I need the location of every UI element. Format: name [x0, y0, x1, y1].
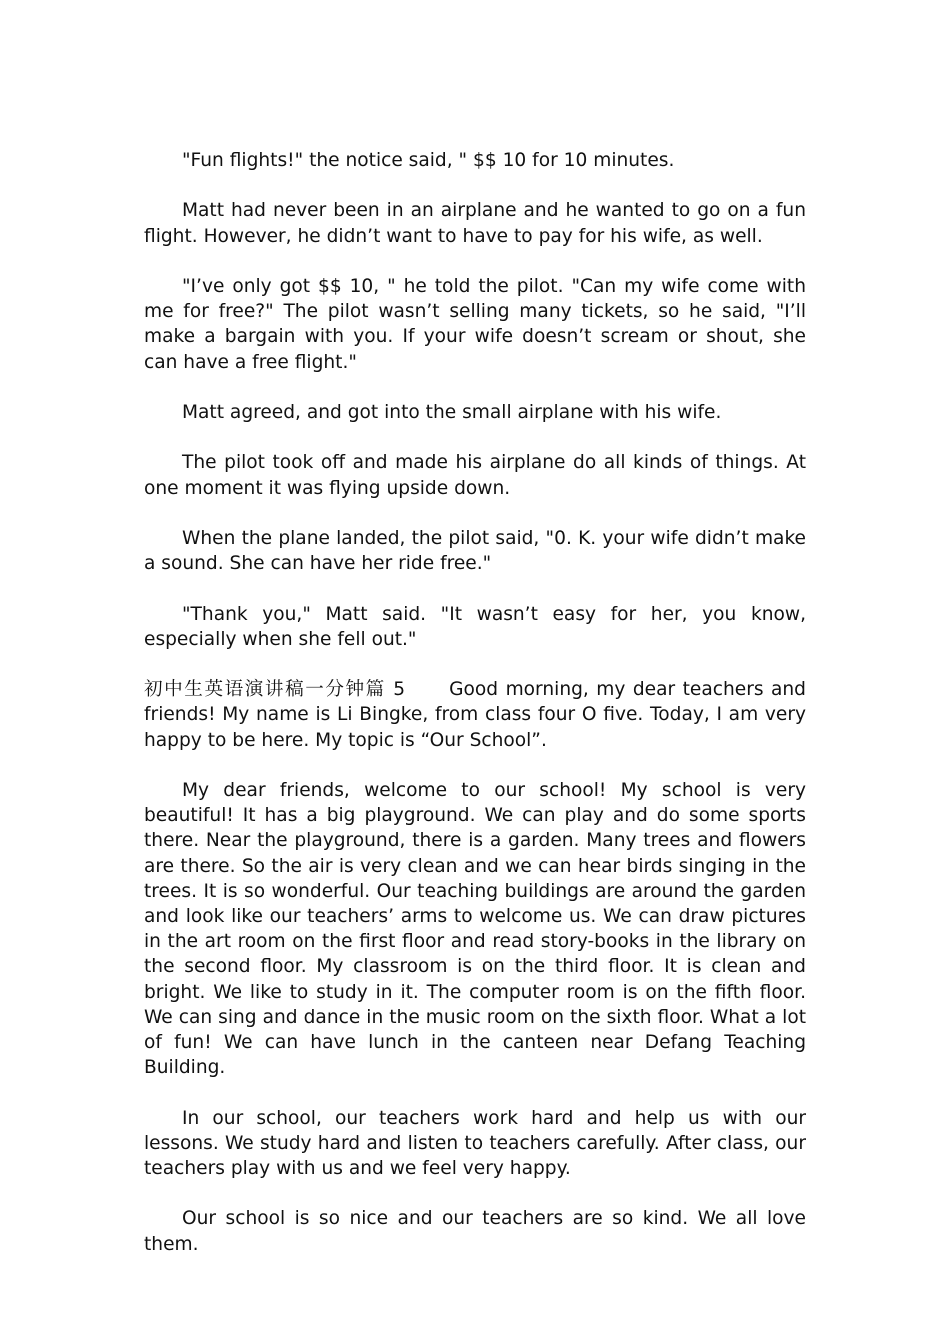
paragraph-agreed: Matt agreed, and got into the small airplane with his wife.	[182, 401, 722, 423]
section-intro-paragraph	[144, 677, 812, 753]
speech-paragraph-closing: Our school is so nice and our teachers are so kind. We all love them.	[144, 1208, 812, 1255]
paragraph-notice: "Fun flights!" the notice said, " $$ 10 for 10 minutes.	[182, 150, 675, 171]
speech-paragraph-teachers: In our school, our teachers work hard and help us with our lessons. We study hard and listen to teachers carefully. After class, our teachers play with us and we feel very happy.	[144, 1107, 812, 1179]
paragraph-takeoff: The pilot took off and made his airplane do all kinds of things. At one moment it was flying upside down.	[144, 452, 812, 499]
paragraph-matt-flight: Matt had never been in an airplane and he wanted to go on a fun flight. However, he didn’t want to have to pay for his wife, as well.	[144, 200, 812, 247]
document-body	[144, 148, 812, 1282]
paragraph-bargain: "I’ve only got $$ 10, " he told the pilot. "Can my wife come with me for free?" The pilot wasn’t selling many tickets, so he said, "I’ll make a bargain with you. If your wife doesn’t scream or shout, she can have a free flight."	[144, 275, 812, 373]
speech-paragraph-school: My dear friends, welcome to our school! My school is very beautiful! It has a big playground. We can play and do some sports there. Near the playground, there is a garden. Many trees and flowers are there. So the air is very clean and we can hear birds singing in the trees. It is so wonderful. Our teaching buildings are around the garden and look like our teachers’ arms to welcome us. We can draw pictures in the art room on the first floor and read story-books in the library on the second floor. My classroom is on the third floor. It is clean and bright. We like to study in it. The computer room is on the fifth floor. We can sing and dance in the music room on the sixth floor. What a lot of fun! We can have lunch in the canteen near Defang Teaching Building.	[144, 779, 812, 1079]
paragraph-thank-you: "Thank you," Matt said. "It wasn’t easy for her, you know, especially when she fell out."	[144, 603, 812, 650]
section-heading: 初中生英语演讲稿一分钟篇 5	[144, 679, 406, 701]
paragraph-landed: When the plane landed, the pilot said, "0. K. your wife didn’t make a sound. She can have her ride free."	[144, 527, 812, 575]
section-intro-text: Good morning, my dear teachers and friends! My name is Li Bingke, from class four O five. Today, I am very happy to be here. My topic is “Our School”.	[144, 679, 812, 751]
